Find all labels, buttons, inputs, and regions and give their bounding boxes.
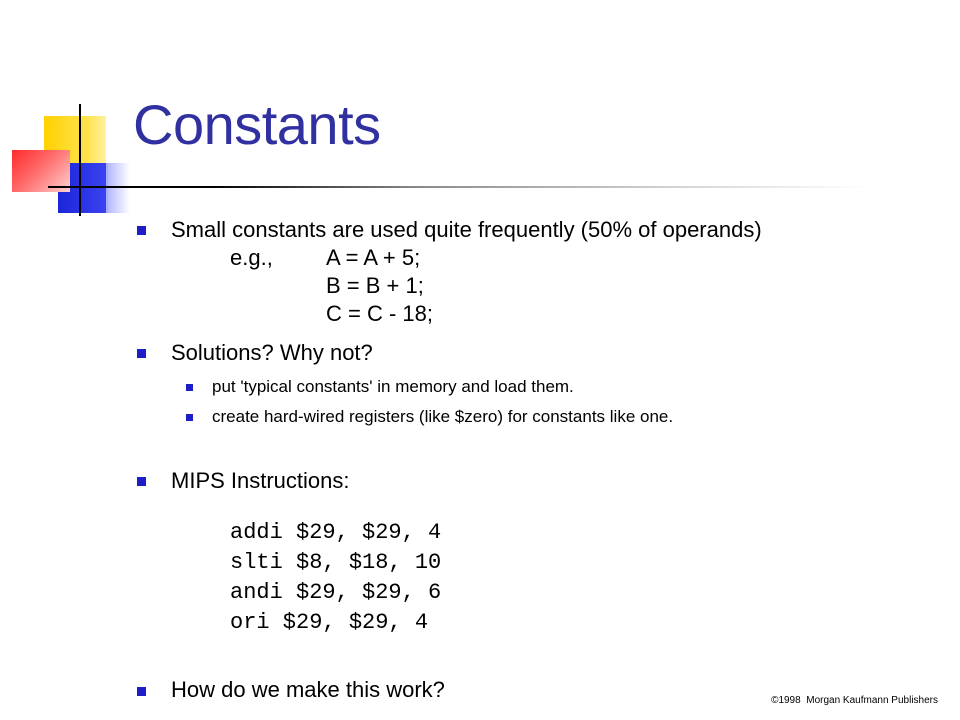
- bullet-3-text: MIPS Instructions:: [171, 468, 350, 493]
- slide-title: Constants: [133, 93, 381, 156]
- copyright-year: 1998: [778, 695, 801, 706]
- code-line: addi $29, $29, 4: [230, 520, 442, 545]
- vertical-rule: [79, 104, 81, 216]
- blue-fade: [106, 163, 130, 213]
- example-line: A = A + 5;: [326, 245, 421, 270]
- eg-label: e.g.,: [230, 245, 273, 270]
- bullet-2-text: Solutions? Why not?: [171, 340, 373, 365]
- bullet-marker: [137, 477, 146, 486]
- sub-bullet-text: create hard-wired registers (like $zero) for constants like one.: [212, 407, 674, 426]
- bullet-marker: [137, 226, 146, 235]
- bullet-marker: [137, 349, 146, 358]
- code-line: andi $29, $29, 6: [230, 580, 442, 605]
- bullet-4-text: How do we make this work?: [171, 677, 445, 702]
- title-underline: [48, 186, 868, 188]
- copyright-footer: [771, 695, 938, 706]
- sub-bullet-marker: [186, 414, 193, 421]
- example-line: B = B + 1;: [326, 273, 424, 298]
- sub-bullet-marker: [186, 384, 193, 391]
- code-line: slti $8, $18, 10: [230, 550, 442, 575]
- publisher-name: Morgan Kaufmann Publishers: [806, 695, 938, 706]
- example-line: C = C - 18;: [326, 301, 433, 326]
- sub-bullet-text: put 'typical constants' in memory and load them.: [212, 377, 574, 396]
- code-line: ori $29, $29, 4: [230, 610, 429, 635]
- bullet-1-text: Small constants are used quite frequently (50% of operands): [171, 217, 762, 242]
- bullet-marker: [137, 687, 146, 696]
- copyright-mark: ©: [771, 695, 779, 706]
